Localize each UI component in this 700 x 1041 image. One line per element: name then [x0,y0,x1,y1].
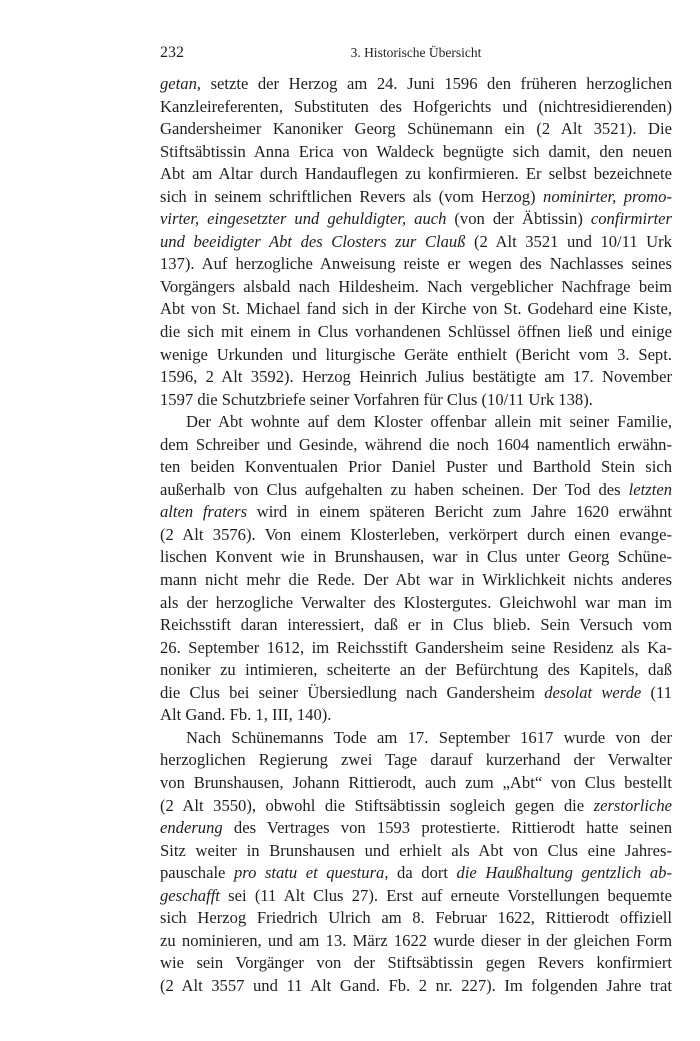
text-run: wie sein Vorgänger von der Stiftsäbtissin gegen Revers konfirmiert [160,953,672,973]
italic-text: desolat werde [544,682,642,702]
text-line [160,727,672,750]
text-run: wird in einem späteren Bericht zum Jahre 1620 erwähnt [247,502,672,522]
text-run: mann nicht mehr die Rede. Der Abt war in Wirklichkeit nichts anderes [160,570,672,590]
text-run: lischen Konvent wie in Brunshausen, war in Clus unter Georg Schüne- [160,547,672,567]
text-run: wenige Urkunden und liturgische Geräte enthielt (Bericht vom 3. Sept. [160,344,672,364]
text-line [160,344,672,367]
text-line [160,501,672,524]
text-line [160,569,672,592]
italic-text: und beeidigter Abt des Closters zur Clauß [160,231,466,251]
text-line [160,208,672,231]
text-line [160,231,672,254]
paragraph [160,411,672,727]
text-run: dem Schreiber und Gesinde, während die noch 1604 namentlich erwähn- [160,434,672,454]
text-line [160,163,672,186]
text-run: setzte der Herzog am 24. Juni 1596 den früheren herzoglichen [201,74,672,93]
text-run: ten beiden Konventualen Prior Daniel Puster und Barthold Stein sich [160,457,672,477]
italic-text: nominirter, promo- [543,186,672,206]
text-run: Kanzleireferenten, Substituten des Hofgerichts und (nichtresidierenden) [160,96,672,116]
text-line [160,682,672,705]
text-run: Abt am Altar durch Handauflegen zu konfirmieren. Er selbst bezeichnete [160,164,672,184]
italic-text: pro statu et questura, [233,863,389,883]
text-run: Reichsstift daran interessiert, daß er in Clus blieb. Sein Versuch vom [160,615,672,635]
text-line [160,434,672,457]
text-run: 1597 die Schutzbriefe seiner Vorfahren für Clus (10/11 Urk 138). [160,389,593,409]
text-run: 26. September 1612, im Reichsstift Gandersheim seine Residenz als Ka- [160,637,672,657]
running-head: 3. Historische Übersicht [350,45,482,60]
paragraph [160,727,672,998]
text-line [160,907,672,930]
text-line [160,276,672,299]
text-run: 137). Auf herzogliche Anweisung reiste er wegen des Nachlasses seines [160,254,672,274]
text-run: noniker zu intimieren, scheiterte an der Befürchtung des Kapitels, daß [160,660,672,680]
text-line [160,749,672,772]
text-run: (11 [641,682,672,702]
text-run: sich Herzog Friedrich Ulrich am 8. Februar 1622, Rittierodt offiziell [160,908,672,928]
text-run: die Clus bei seiner Übersiedlung nach Gandersheim [160,682,545,702]
text-run: als der herzogliche Verwalter des Klostergutes. Gleichwohl war man im [160,592,672,612]
body-text [160,73,672,997]
text-line [160,118,672,141]
text-run: (von der Äbtissin) [446,209,591,229]
text-run: Der Abt wohnte auf dem Kloster offenbar allein mit seiner Familie, [186,412,672,432]
text-line [160,298,672,321]
text-run: Sitz weiter in Brunshausen und erhielt als Abt von Clus eine Jahres- [160,840,672,860]
text-line [160,411,672,434]
text-run: (2 Alt 3557 und 11 Alt Gand. Fb. 2 nr. 227). Im folgenden Jahre trat [160,975,672,995]
text-line [160,253,672,276]
text-run: von Brunshausen, Johann Rittierodt, auch zum „Abt“ von Clus bestellt [160,772,672,792]
text-run: (2 Alt 3576). Von einem Klosterleben, verkörpert durch einen evange- [160,524,672,544]
text-run: sei (11 Alt Clus 27). Erst auf erneute Vorstellungen bequemte [219,885,672,905]
text-line [160,840,672,863]
text-line [160,930,672,953]
text-line [160,614,672,637]
text-run: sich in seinem schriftlichen Revers als (vom Herzog) [160,186,544,206]
text-line [160,321,672,344]
text-line [160,862,672,885]
paragraph [160,73,672,411]
text-run: Nach Schünemanns Tode am 17. September 1617 wurde von der [186,727,672,747]
text-run: zu nominieren, und am 13. März 1622 wurde dieser in der gleichen Form [160,930,672,950]
text-run: herzoglichen Regierung zwei Tage darauf kurzerhand der Verwalter [160,750,672,770]
text-line [160,817,672,840]
text-run: außerhalb von Clus aufgehalten zu haben scheinen. Der Tod des [160,479,629,499]
text-line [160,592,672,615]
text-run: des Vertrages von 1593 protestierte. Rittierodt hatte seinen [222,818,672,838]
text-line [160,96,672,119]
page-header [160,44,672,64]
text-run: die sich mit einem in Clus vorhandenen Schlüssel öffnen ließ und einige [160,322,672,342]
text-line [160,772,672,795]
italic-text: getan, [160,74,202,93]
italic-text: alten fraters [160,502,248,522]
text-line [160,637,672,660]
text-line [160,366,672,389]
text-run: Abt von St. Michael fand sich in der Kirche von St. Godehard eine Kiste, [160,299,672,319]
text-run: (2 Alt 3521 und 10/11 Urk [465,231,672,251]
text-run: Alt Gand. Fb. 1, III, 140). [160,705,332,725]
italic-text: confirmirter [590,209,672,229]
text-line [160,659,672,682]
text-line [160,186,672,209]
italic-text: enderung [160,818,223,838]
text-run: (2 Alt 3550), obwohl die Stiftsäbtissin sogleich gegen die [160,795,594,815]
text-run: pauschale [160,863,234,883]
italic-text: geschafft [160,885,220,905]
text-line [160,952,672,975]
text-line [160,795,672,818]
text-line [160,524,672,547]
italic-text: zerstorliche [593,795,672,815]
text-line [160,73,672,96]
text-run: da dort [388,863,457,883]
text-line [160,885,672,908]
text-run: Vorgängers alsbald nach Hildesheim. Nach vergeblicher Nachfrage beim [160,276,672,296]
text-line [160,456,672,479]
text-line [160,975,672,998]
text-line [160,141,672,164]
text-run: Stiftsäbtissin Anna Erica von Waldeck begnügte sich damit, den neuen [160,141,672,161]
text-line [160,389,672,412]
text-run: Gandersheimer Kanoniker Georg Schünemann ein (2 Alt 3521). Die [160,119,672,139]
italic-text: die Haußhaltung gentzlich ab- [456,863,673,883]
page-number: 232 [160,44,184,61]
text-run: 1596, 2 Alt 3592). Herzog Heinrich Julius bestätigte am 17. November [160,367,672,387]
text-line [160,479,672,502]
italic-text: letzten [628,479,672,499]
text-line [160,704,672,727]
text-line [160,546,672,569]
italic-text: virter, eingesetzter und gehuldigter, auch [160,209,447,229]
